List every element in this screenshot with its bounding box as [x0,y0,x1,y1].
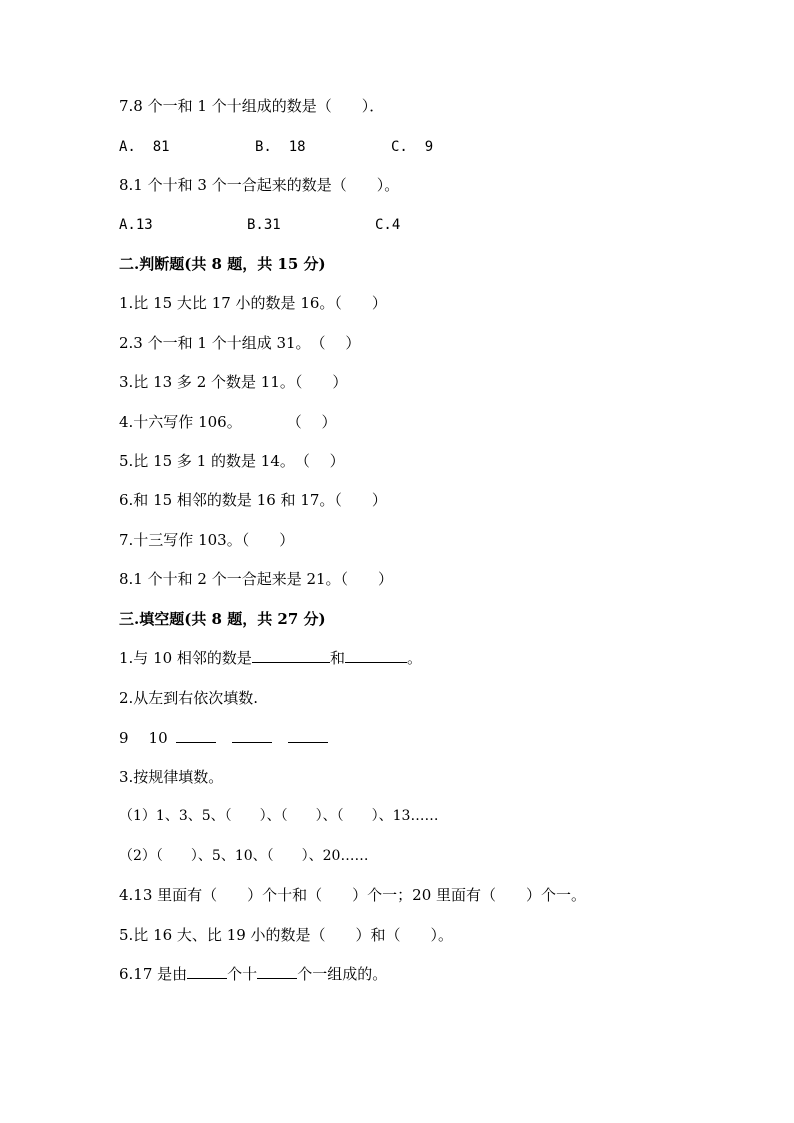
section-3-heading: 三.填空题(共 8 题，共 27 分) [119,610,326,628]
fill-item-4: 4.13 里面有（ ）个十和（ ）个一；20 里面有（ ）个一。 [119,886,587,904]
fill-2-blank-2[interactable] [232,728,272,743]
fill-6-text-b: 个十 [227,965,258,983]
question-8: 8.1 个十和 3 个一合起来的数是（ ）。 [119,176,400,194]
fill-1-blank-1[interactable] [252,648,330,663]
fill-2-blank-3[interactable] [288,728,328,743]
fill-item-2-row [119,728,328,748]
fill-2-blank-1[interactable] [176,728,216,743]
judge-item-2: 2.3 个一和 1 个十组成 31。 （ ） [119,334,361,352]
section-2-heading: 二.判断题(共 8 题，共 15 分) [119,255,326,273]
fill-1-text-a: 1.与 10 相邻的数是 [119,649,252,667]
q8-option-b: B.31 [247,217,281,233]
question-7: 7.8 个一和 1 个十组成的数是（ ）． [119,97,385,115]
judge-item-6: 6.和 15 相邻的数是 16 和 17。（ ） [119,491,387,509]
fill-6-blank-2[interactable] [257,964,297,979]
fill-6-blank-1[interactable] [187,964,227,979]
q8-option-c: C.4 [375,217,401,233]
fill-1-text-b: 和 [329,649,345,667]
fill-item-3-part-2: （2）（ ）、5、10、（ ）、20…… [119,848,369,864]
judge-item-8: 8.1 个十和 2 个一合起来是 21。（ ） [119,570,394,588]
judge-item-7: 7.十三写作 103。（ ） [119,531,295,549]
q7-option-b: B. 18 [255,139,306,155]
fill-item-5: 5.比 16 大、比 19 小的数是（ ）和（ ）。 [119,926,454,944]
q7-option-a: A. 81 [119,139,170,155]
q8-option-a: A.13 [119,217,153,233]
fill-1-blank-2[interactable] [345,648,407,663]
fill-6-text-a: 6.17 是由 [119,965,188,983]
judge-item-5: 5.比 15 多 1 的数是 14。 （ ） [119,452,345,470]
fill-item-6 [119,964,387,984]
judge-item-3: 3.比 13 多 2 个数是 11。（ ） [119,373,348,391]
judge-item-1: 1.比 15 大比 17 小的数是 16。（ ） [119,294,387,312]
fill-item-3-part-1: （1）1、3、5、（ ）、（ ）、（ ）、13…… [119,808,439,824]
fill-2-number-9: 9 [119,729,129,747]
fill-6-text-c: 个一组成的。 [297,965,388,983]
fill-2-number-10: 10 [148,729,168,747]
fill-item-3: 3.按规律填数。 [119,768,224,786]
fill-item-1 [119,648,422,668]
fill-1-text-c: 。 [406,649,422,667]
judge-item-4: 4.十六写作 106。 （ ） [119,413,337,431]
fill-item-2: 2.从左到右依次填数. [119,689,259,707]
q7-option-c: C. 9 [391,139,434,155]
